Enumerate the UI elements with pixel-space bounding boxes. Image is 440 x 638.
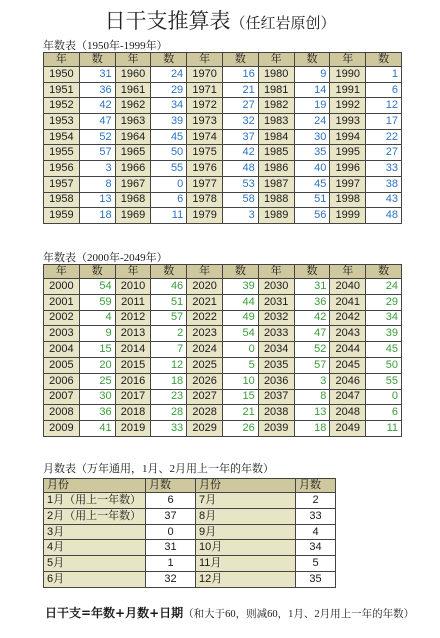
formula-main: 日干支=年数+月数+日期 [45,606,184,620]
year-cell: 1950 [44,67,80,83]
year-cell: 2043 [330,326,366,342]
year-table-2000-2049 [43,264,402,437]
number-cell: 18 [151,373,187,389]
year-cell: 1980 [258,67,294,83]
header-month-number: 月数 [146,479,196,493]
number-cell: 38 [366,176,402,192]
year-cell: 2027 [187,389,223,405]
table-row [44,208,402,224]
header-number: 数 [222,53,258,67]
year-cell: 2007 [44,389,80,405]
year-cell: 1996 [330,161,366,177]
year-cell: 1963 [115,114,151,130]
number-cell: 42 [79,98,115,114]
year-cell: 2002 [44,310,80,326]
year-cell: 2018 [115,405,151,421]
year-cell: 1999 [330,208,366,224]
year-cell: 1958 [44,192,80,208]
number-cell: 8 [294,389,330,405]
formula-note: （和大于60，则减60，1月、2月用上一年的年数） [183,609,415,620]
year-cell: 2036 [258,373,294,389]
year-cell: 1985 [258,145,294,161]
number-cell: 24 [294,114,330,130]
number-cell: 58 [222,192,258,208]
number-cell: 0 [366,389,402,405]
number-cell: 29 [151,82,187,98]
year-cell: 2025 [187,357,223,373]
year-cell: 2035 [258,357,294,373]
header-month: 月份 [196,479,296,493]
table-row [44,373,402,389]
month-cell: 8月 [196,508,296,524]
year-cell: 2047 [330,389,366,405]
table-row [44,421,402,437]
table-row [44,342,402,358]
number-cell: 5 [222,357,258,373]
year-cell: 2042 [330,310,366,326]
year-cell: 1998 [330,192,366,208]
number-cell: 18 [79,208,115,224]
header-month: 月份 [44,479,146,493]
year-cell: 1969 [115,208,151,224]
year-cell: 1964 [115,129,151,145]
table-row [44,98,402,114]
month-number-cell: 6 [146,493,196,509]
year-cell: 1989 [258,208,294,224]
year-cell: 2006 [44,373,80,389]
header-row [44,53,402,67]
header-number: 数 [366,265,402,279]
table-row [44,524,336,540]
year-cell: 2009 [44,421,80,437]
number-cell: 45 [151,129,187,145]
header-year: 年 [115,265,151,279]
number-cell: 29 [366,294,402,310]
year-cell: 1976 [187,161,223,177]
number-cell: 31 [79,67,115,83]
year-cell: 2040 [330,279,366,295]
number-cell: 22 [366,129,402,145]
year-cell: 1968 [115,192,151,208]
page-title-main: 日干支推算表 [104,9,231,33]
number-cell: 36 [79,405,115,421]
year-cell: 1979 [187,208,223,224]
header-number: 数 [222,265,258,279]
number-cell: 51 [151,294,187,310]
number-cell: 42 [294,310,330,326]
year-cell: 2023 [187,326,223,342]
number-cell: 25 [79,373,115,389]
month-number-cell: 0 [146,524,196,540]
table-row [44,294,402,310]
year-cell: 2005 [44,357,80,373]
month-cell: 12月 [196,572,296,588]
number-cell: 52 [294,342,330,358]
table-row [44,145,402,161]
year-cell: 1972 [187,98,223,114]
month-number-cell: 34 [296,540,336,556]
header-year: 年 [258,265,294,279]
table-row [44,405,402,421]
number-cell: 15 [79,342,115,358]
number-cell: 57 [79,145,115,161]
month-cell: 2月（用上一年数） [44,508,146,524]
number-cell: 42 [222,145,258,161]
number-cell: 45 [366,342,402,358]
header-number: 数 [294,53,330,67]
year-cell: 1991 [330,82,366,98]
year-cell: 1971 [187,82,223,98]
number-cell: 14 [294,82,330,98]
number-cell: 57 [294,357,330,373]
year-cell: 1983 [258,114,294,130]
table-row [44,389,402,405]
month-cell: 5月 [44,556,146,572]
number-cell: 3 [222,208,258,224]
year-cell: 1973 [187,114,223,130]
year-cell: 2011 [115,294,151,310]
number-cell: 19 [294,98,330,114]
year-cell: 1974 [187,129,223,145]
year-cell: 1984 [258,129,294,145]
number-cell: 12 [366,98,402,114]
number-cell: 13 [294,405,330,421]
header-year: 年 [44,265,80,279]
number-cell: 30 [79,389,115,405]
year-cell: 2038 [258,405,294,421]
year-cell: 1952 [44,98,80,114]
year-cell: 1957 [44,176,80,192]
year-cell: 1954 [44,129,80,145]
number-cell: 0 [222,342,258,358]
year-cell: 2031 [258,294,294,310]
year-cell: 2022 [187,310,223,326]
number-cell: 21 [222,82,258,98]
year-cell: 1987 [258,176,294,192]
month-cell: 3月 [44,524,146,540]
number-cell: 20 [79,357,115,373]
number-cell: 24 [366,279,402,295]
year-cell: 2039 [258,421,294,437]
number-cell: 3 [294,373,330,389]
number-cell: 48 [222,161,258,177]
number-cell: 7 [151,342,187,358]
number-cell: 11 [151,208,187,224]
year-cell: 1981 [258,82,294,98]
header-number: 数 [294,265,330,279]
year-cell: 2026 [187,373,223,389]
number-cell: 27 [222,98,258,114]
year-cell: 2014 [115,342,151,358]
table-row [44,176,402,192]
number-cell: 24 [151,67,187,83]
year-cell: 1992 [330,98,366,114]
year-cell: 2017 [115,389,151,405]
year-cell: 2034 [258,342,294,358]
number-cell: 21 [222,405,258,421]
year-cell: 1960 [115,67,151,83]
header-year: 年 [187,265,223,279]
month-cell: 10月 [196,540,296,556]
month-cell: 9月 [196,524,296,540]
month-table-label: 月数表（万年通用，1月、2月用上一年的年数） [43,463,274,475]
number-cell: 16 [222,67,258,83]
year-cell: 1961 [115,82,151,98]
year-cell: 1986 [258,161,294,177]
number-cell: 31 [294,279,330,295]
page-title-author-note: （任红岩原创） [230,16,336,32]
header-year: 年 [330,53,366,67]
year-cell: 1956 [44,161,80,177]
table-row [44,540,336,556]
number-cell: 17 [366,114,402,130]
year-cell: 2016 [115,373,151,389]
number-cell: 10 [222,373,258,389]
table-row [44,493,336,509]
number-cell: 39 [222,279,258,295]
number-cell: 44 [222,294,258,310]
table-row [44,357,402,373]
number-cell: 33 [366,161,402,177]
month-number-cell: 37 [146,508,196,524]
table-row [44,114,402,130]
number-cell: 47 [79,114,115,130]
number-cell: 54 [222,326,258,342]
year-cell: 2013 [115,326,151,342]
year-cell: 2019 [115,421,151,437]
year-table-1950-1999-label: 年数表（1950年-1999年） [43,40,168,52]
header-number: 数 [79,265,115,279]
year-cell: 1955 [44,145,80,161]
year-cell: 2010 [115,279,151,295]
year-cell: 2000 [44,279,80,295]
month-cell: 11月 [196,556,296,572]
number-cell: 27 [366,145,402,161]
year-table-1950-1999 [43,52,402,224]
number-cell: 15 [222,389,258,405]
year-cell: 2045 [330,357,366,373]
year-cell: 1995 [330,145,366,161]
year-cell: 2048 [330,405,366,421]
year-cell: 2030 [258,279,294,295]
year-cell: 2041 [330,294,366,310]
month-number-cell: 35 [296,572,336,588]
number-cell: 34 [151,98,187,114]
number-cell: 54 [79,279,115,295]
table-row [44,129,402,145]
month-cell: 4月 [44,540,146,556]
table-row [44,508,336,524]
year-cell: 2015 [115,357,151,373]
header-year: 年 [44,53,80,67]
number-cell: 30 [294,129,330,145]
month-number-cell: 33 [296,508,336,524]
number-cell: 43 [366,192,402,208]
number-cell: 56 [294,208,330,224]
number-cell: 12 [151,357,187,373]
month-number-cell: 1 [146,556,196,572]
number-cell: 18 [294,421,330,437]
month-number-cell: 31 [146,540,196,556]
table-row [44,82,402,98]
header-row [44,479,336,493]
table-row [44,572,336,588]
year-cell: 1975 [187,145,223,161]
month-number-cell: 5 [296,556,336,572]
header-year: 年 [258,53,294,67]
year-cell: 2037 [258,389,294,405]
table-row [44,279,402,295]
year-cell: 1990 [330,67,366,83]
table-row [44,192,402,208]
header-number: 数 [151,53,187,67]
number-cell: 55 [151,161,187,177]
number-cell: 36 [294,294,330,310]
header-year: 年 [330,265,366,279]
number-cell: 32 [222,114,258,130]
year-cell: 1988 [258,192,294,208]
year-cell: 2003 [44,326,80,342]
year-table-2000-2049-label: 年数表（2000年-2049年） [43,252,168,264]
number-cell: 48 [366,208,402,224]
year-cell: 1962 [115,98,151,114]
table-row [44,310,402,326]
year-cell: 2049 [330,421,366,437]
table-row [44,67,402,83]
year-cell: 1997 [330,176,366,192]
number-cell: 46 [151,279,187,295]
year-cell: 2033 [258,326,294,342]
table-row [44,556,336,572]
year-cell: 2046 [330,373,366,389]
number-cell: 34 [366,310,402,326]
year-cell: 1953 [44,114,80,130]
year-cell: 2008 [44,405,80,421]
year-cell: 2024 [187,342,223,358]
year-cell: 1993 [330,114,366,130]
number-cell: 52 [79,129,115,145]
header-row [44,265,402,279]
month-cell: 1月（用上一年数） [44,493,146,509]
header-year: 年 [115,53,151,67]
number-cell: 39 [366,326,402,342]
number-cell: 8 [79,176,115,192]
table-row [44,161,402,177]
month-cell: 7月 [196,493,296,509]
number-cell: 9 [294,67,330,83]
header-number: 数 [366,53,402,67]
page-title [0,8,440,37]
number-cell: 59 [79,294,115,310]
number-cell: 47 [294,326,330,342]
year-cell: 2021 [187,294,223,310]
month-number-cell: 2 [296,493,336,509]
number-cell: 50 [151,145,187,161]
number-cell: 39 [151,114,187,130]
number-cell: 2 [151,326,187,342]
year-cell: 1967 [115,176,151,192]
number-cell: 36 [79,82,115,98]
year-cell: 2044 [330,342,366,358]
number-cell: 41 [79,421,115,437]
formula [45,605,414,623]
number-cell: 23 [151,389,187,405]
number-cell: 13 [79,192,115,208]
year-cell: 1966 [115,161,151,177]
number-cell: 4 [79,310,115,326]
number-cell: 9 [79,326,115,342]
number-cell: 49 [222,310,258,326]
number-cell: 3 [79,161,115,177]
number-cell: 0 [151,176,187,192]
number-cell: 6 [366,405,402,421]
number-cell: 45 [294,176,330,192]
year-cell: 2029 [187,421,223,437]
table-row [44,326,402,342]
number-cell: 6 [366,82,402,98]
year-cell: 1970 [187,67,223,83]
year-cell: 1977 [187,176,223,192]
number-cell: 40 [294,161,330,177]
year-cell: 1982 [258,98,294,114]
header-month-number: 月数 [296,479,336,493]
header-year: 年 [187,53,223,67]
year-cell: 2028 [187,405,223,421]
number-cell: 26 [222,421,258,437]
year-cell: 2032 [258,310,294,326]
header-number: 数 [151,265,187,279]
number-cell: 55 [366,373,402,389]
number-cell: 1 [366,67,402,83]
month-table [43,478,336,588]
year-cell: 2012 [115,310,151,326]
month-number-cell: 32 [146,572,196,588]
number-cell: 33 [151,421,187,437]
year-cell: 2004 [44,342,80,358]
number-cell: 35 [294,145,330,161]
number-cell: 37 [222,129,258,145]
year-cell: 1951 [44,82,80,98]
year-cell: 1959 [44,208,80,224]
year-cell: 1994 [330,129,366,145]
number-cell: 6 [151,192,187,208]
header-number: 数 [79,53,115,67]
year-cell: 2020 [187,279,223,295]
year-cell: 2001 [44,294,80,310]
number-cell: 11 [366,421,402,437]
number-cell: 53 [222,176,258,192]
year-cell: 1978 [187,192,223,208]
month-cell: 6月 [44,572,146,588]
year-cell: 1965 [115,145,151,161]
number-cell: 51 [294,192,330,208]
number-cell: 57 [151,310,187,326]
number-cell: 50 [366,357,402,373]
month-number-cell: 4 [296,524,336,540]
number-cell: 28 [151,405,187,421]
